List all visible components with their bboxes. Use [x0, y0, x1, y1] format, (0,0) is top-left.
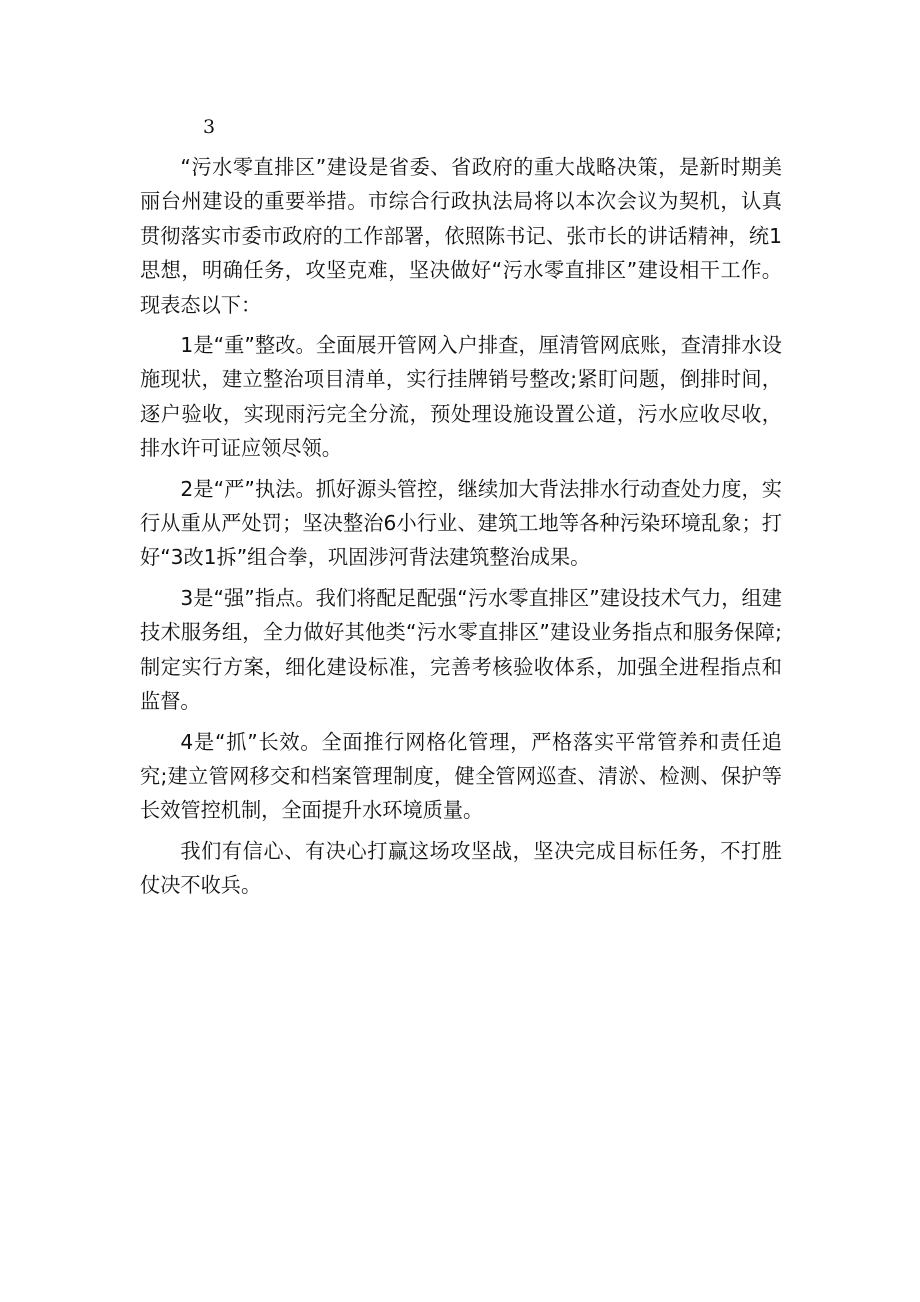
- paragraph-intro: “污水零直排区”建设是省委、省政府的重大战略决策，是新时期美丽台州建设的重要举措。市综合行政执法局将以本次会议为契机，认真贯彻落实市委市政府的工作部署，依照陈书记、张市长的讲话精神，统1思想，明确任务，攻坚克难，坚决做好“污水零直排区”建设相干工作。现表态以下：: [140, 155, 782, 317]
- paragraph-point-2: 2是“严”执法。抓好源头管控，继续加大背法排水行动查处力度，实行从重从严处罚；坚决整治6小行业、建筑工地等各种污染环境乱象；打好“3改1拆”组合拳，巩固涉河背法建筑整治成果。: [140, 476, 782, 570]
- document-body: [140, 150, 782, 909]
- paragraph-point-1: 1是“重”整改。全面展开管网入户排查，厘清管网底账，查清排水设施现状，建立整治项目清单，实行挂牌销号整改;紧盯问题，倒排时间，逐户验收，实现雨污完全分流，预处理设施设置公道，污水应收尽收，排水许可证应领尽领。: [140, 333, 782, 461]
- paragraph-closing: 我们有信心、有决心打赢这场攻坚战，坚决完成目标任务，不打胜仗决不收兵。: [140, 838, 782, 898]
- page-number: 3: [203, 116, 216, 138]
- paragraph-point-3: 3是“强”指点。我们将配足配强“污水零直排区”建设技术气力，组建技术服务组，全力做好其他类“污水零直排区”建设业务指点和服务保障;制定实行方案，细化建设标准，完善考核验收体系，加强全进程指点和监督。: [140, 585, 782, 714]
- paragraph-point-4: 4是“抓”长效。全面推行网格化管理，严格落实平常管养和责任追究;建立管网移交和档案管理制度，健全管网巡查、清淤、检测、保护等长效管控机制，全面提升水环境质量。: [140, 729, 782, 823]
